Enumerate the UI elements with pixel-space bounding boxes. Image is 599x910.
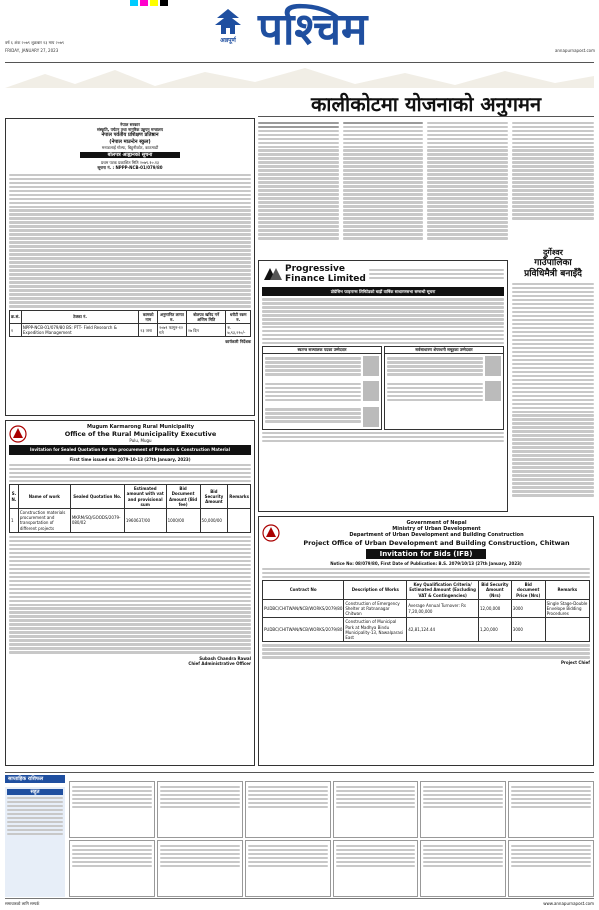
nepal-emblem-icon bbox=[262, 524, 280, 542]
rashifal-item bbox=[69, 781, 155, 838]
masthead bbox=[0, 4, 599, 64]
footer bbox=[5, 898, 594, 908]
footer-right: www.annapurnapost.com bbox=[543, 901, 594, 906]
urban-signature: Project Chief bbox=[560, 660, 590, 666]
progressive-logo bbox=[262, 264, 504, 284]
rashifal-item bbox=[333, 781, 419, 838]
urban-intro bbox=[262, 568, 590, 578]
masthead-website: annapurnapost.com bbox=[554, 48, 595, 53]
rashifal-item bbox=[420, 781, 506, 838]
notice-org5: मनाङलाई गोल्फ, बिहुनीकोट, काठमाडौं bbox=[101, 144, 159, 150]
notice-org1: नेपाल सरकार bbox=[120, 122, 140, 127]
table-header: Sealed Quotation No. bbox=[70, 485, 124, 509]
rashifal-section bbox=[5, 772, 594, 898]
rashifal-box-title: सहुत bbox=[7, 789, 63, 795]
right-feature-title1: दुर्गेश्वर bbox=[543, 248, 563, 257]
footer-left: समाचारको लागि सम्पर्क bbox=[5, 901, 40, 906]
notice-title: बोलपत्र आह्वानको सूचना bbox=[107, 152, 153, 159]
mugum-title2: Office of the Rural Municipality Executive bbox=[64, 430, 217, 439]
notice-table bbox=[9, 310, 251, 338]
urban-gov: Government of Nepal bbox=[406, 520, 467, 526]
news-col-1 bbox=[258, 120, 339, 241]
mugum-first-published: First time issued on: 2079-10-13 (27th January, 2023) bbox=[69, 456, 191, 462]
rashifal-grid bbox=[69, 781, 594, 897]
urban-ministry: Ministry of Urban Development bbox=[392, 526, 481, 533]
mugum-signatory-name: Subash Chandra Rawal bbox=[199, 655, 251, 661]
nepal-emblem-icon bbox=[9, 425, 27, 443]
temple-icon bbox=[213, 8, 243, 36]
table-row: १ NPPP-NCB-01/079/80 BS: PTT- Field Research & Expedition Management २३ जना २०७९ फागुन-१२ गते २७ दिन रु. ७,९३,२९०/- bbox=[10, 323, 251, 336]
table-header: Bid Security Amount (Nrs) bbox=[478, 581, 511, 600]
notice-org4: (नेपाल माउन्टेन स्कुल) bbox=[109, 138, 151, 145]
progressive-notice bbox=[258, 260, 508, 512]
notice-sub: प्रथम पटक प्रकाशित मिति २०७९.१०.१३ bbox=[100, 160, 160, 166]
table-header: Bid Security Amount bbox=[200, 485, 228, 509]
news-column-main bbox=[258, 120, 508, 256]
progressive-footer bbox=[262, 432, 504, 442]
rashifal-item bbox=[508, 781, 594, 838]
table-header: Remarks bbox=[228, 485, 251, 509]
right-feature-title2: गाउँपालिका bbox=[534, 258, 572, 268]
table-header: Contract No bbox=[263, 581, 344, 600]
avatar bbox=[485, 356, 501, 376]
notice-signature: कार्यकारी निर्देशक bbox=[225, 339, 251, 345]
urban-table bbox=[262, 580, 590, 642]
decorative-band bbox=[5, 64, 594, 88]
nepal-mountain-notice bbox=[5, 118, 255, 416]
urban-dept: Department of Urban Development and Building Construction bbox=[349, 532, 524, 539]
rashifal-item bbox=[333, 840, 419, 897]
right-feature-title3: प्रविधिमैत्री बनाइँदै bbox=[524, 269, 582, 279]
table-header: Estimated amount with vat and provisional sum bbox=[124, 485, 166, 509]
avatar bbox=[363, 356, 379, 376]
masthead-title: पश्चिम bbox=[258, 4, 368, 55]
mugum-banner: Invitation for Sealed Quotation for the procurement of Products & Construction Material bbox=[9, 445, 251, 454]
rashifal-item bbox=[157, 781, 243, 838]
masthead-logo-text: अन्नपूर्ण bbox=[220, 37, 236, 44]
table-header: Bid document Price (Nrs) bbox=[511, 581, 545, 600]
candidates-left bbox=[262, 346, 382, 429]
right-feature-body bbox=[512, 283, 594, 497]
table-row: PUDBC/CHITWAN/NCB/WORKS/2079/80 Construction of Municipal Park at Madhya Bindu Municipality-13, Nawalparasi East 42,81,124.44 1,20,000 3000 bbox=[263, 618, 590, 642]
table-header: Bid Document Amount (Bid fee) bbox=[166, 485, 200, 509]
urban-notice-no: Notice No: 08/079/80, First Date of Publication: B.S. 2079/10/13 (27th January, 2023) bbox=[330, 560, 522, 566]
notice-number: सूचना नं. : NPPP-NCB-01/079/80 bbox=[97, 165, 163, 171]
news-column-right bbox=[512, 120, 594, 245]
headline-rule bbox=[258, 116, 594, 117]
progressive-body bbox=[262, 298, 504, 344]
progressive-address bbox=[369, 267, 504, 281]
masthead-logo-emblem bbox=[213, 8, 243, 36]
table-header: Description of Works bbox=[344, 581, 407, 600]
table-header: धरौटी रकम रु. bbox=[226, 310, 251, 323]
progressive-logo-line1: Progressive bbox=[285, 264, 345, 274]
table-row: PUDBC/CHITWAN/NCB/WORKS/2079/80 Construction of Emergency Shelter at Ratnanagar Chitwan Average Annual Turnover: Rs 7,20,00,000 12,00,000 3000 Single Stage-Double Envelope Bidding Procedures bbox=[263, 599, 590, 618]
avatar bbox=[363, 407, 379, 427]
mugum-signatory-title: Chief Administrative Officer bbox=[188, 660, 251, 666]
masthead-volume: वर्ष ६ अंक २०७९ शुक्रबार १३ माघ २०७९ bbox=[5, 40, 64, 45]
news-col-2 bbox=[343, 120, 424, 241]
table-header: S. N. bbox=[10, 485, 19, 509]
notice-org2: संस्कृति, पर्यटन तथा नागरिक उड्डयन मन्त्रालय bbox=[97, 127, 163, 133]
table-header: Name of work bbox=[18, 485, 70, 509]
table-header: ठेक्का नं. bbox=[21, 310, 138, 323]
right-feature bbox=[512, 248, 594, 548]
rashifal-item bbox=[245, 840, 331, 897]
table-header: Remarks bbox=[545, 581, 589, 600]
mugum-title1: Mugum Karmarong Rural Municipality bbox=[87, 424, 194, 430]
notice-org3: नेपाल पर्वतीय प्रशिक्षण प्रतिष्ठान bbox=[101, 132, 159, 139]
candidates-header-left: स्वतन्त्र सञ्चालक पदका उम्मेदवार bbox=[263, 347, 381, 353]
mugum-intro bbox=[9, 464, 251, 482]
rashifal-item bbox=[157, 840, 243, 897]
table-header: कामको नाम bbox=[139, 310, 158, 323]
table-header: क्र.सं. bbox=[10, 310, 22, 323]
urban-notice bbox=[258, 516, 594, 766]
mountain-art-icon bbox=[5, 64, 594, 88]
news-col-3 bbox=[427, 120, 508, 241]
mugum-conditions bbox=[9, 536, 251, 654]
masthead-date: FRIDAY, JANUARY 27, 2023 bbox=[5, 48, 59, 53]
masthead-rule bbox=[5, 62, 594, 63]
rashifal-item bbox=[508, 840, 594, 897]
rashifal-header: साप्ताहिक राशिफल bbox=[5, 775, 65, 783]
progressive-candidates bbox=[262, 346, 504, 429]
avatar bbox=[485, 381, 501, 401]
progressive-logo-icon bbox=[262, 266, 282, 282]
notice-title-wrap bbox=[80, 152, 180, 158]
candidates-header-right: सर्वसाधारण शेयरधनी समूहका उम्मेदवार bbox=[385, 347, 503, 353]
table-header: अनुमानित लागत रु. bbox=[158, 310, 187, 323]
mugum-place: Pulu, Mugu bbox=[129, 438, 152, 444]
table-row: 1 Construction materials procurement and transportation of different projects MKRM/SQ/GOODS/2079-080/02 1960637/00 1000/00 50,000/00 bbox=[10, 508, 251, 532]
avatar bbox=[363, 381, 379, 401]
progressive-banner: प्रोग्रेसिभ फाइनान्स लिमिटेडको बाह्रौं वार्षिक साधारणसभा सम्बन्धी सूचना bbox=[262, 287, 504, 296]
mugum-table bbox=[9, 484, 251, 533]
rashifal-item bbox=[69, 840, 155, 897]
rashifal-item bbox=[420, 840, 506, 897]
urban-office: Project Office of Urban Development and Building Construction, Chitwan bbox=[303, 538, 570, 547]
headline: कालीकोटमा योजनाको अनुगमन bbox=[310, 92, 542, 116]
urban-conditions bbox=[262, 644, 590, 658]
rashifal-item bbox=[245, 781, 331, 838]
candidates-right bbox=[384, 346, 504, 429]
table-header: Key Qualification Criteria/ Estimated Amount (Excluding VAT & Contingencies) bbox=[407, 581, 479, 600]
rashifal-box bbox=[5, 787, 65, 897]
notice-body-lines bbox=[9, 174, 251, 308]
progressive-logo-line2: Finance Limited bbox=[285, 274, 366, 284]
urban-banner: Invitation for Bids (IFB) bbox=[366, 549, 486, 559]
table-header: बोलपत्र खरिद गर्ने अन्तिम मिति bbox=[186, 310, 226, 323]
mugum-notice bbox=[5, 420, 255, 766]
